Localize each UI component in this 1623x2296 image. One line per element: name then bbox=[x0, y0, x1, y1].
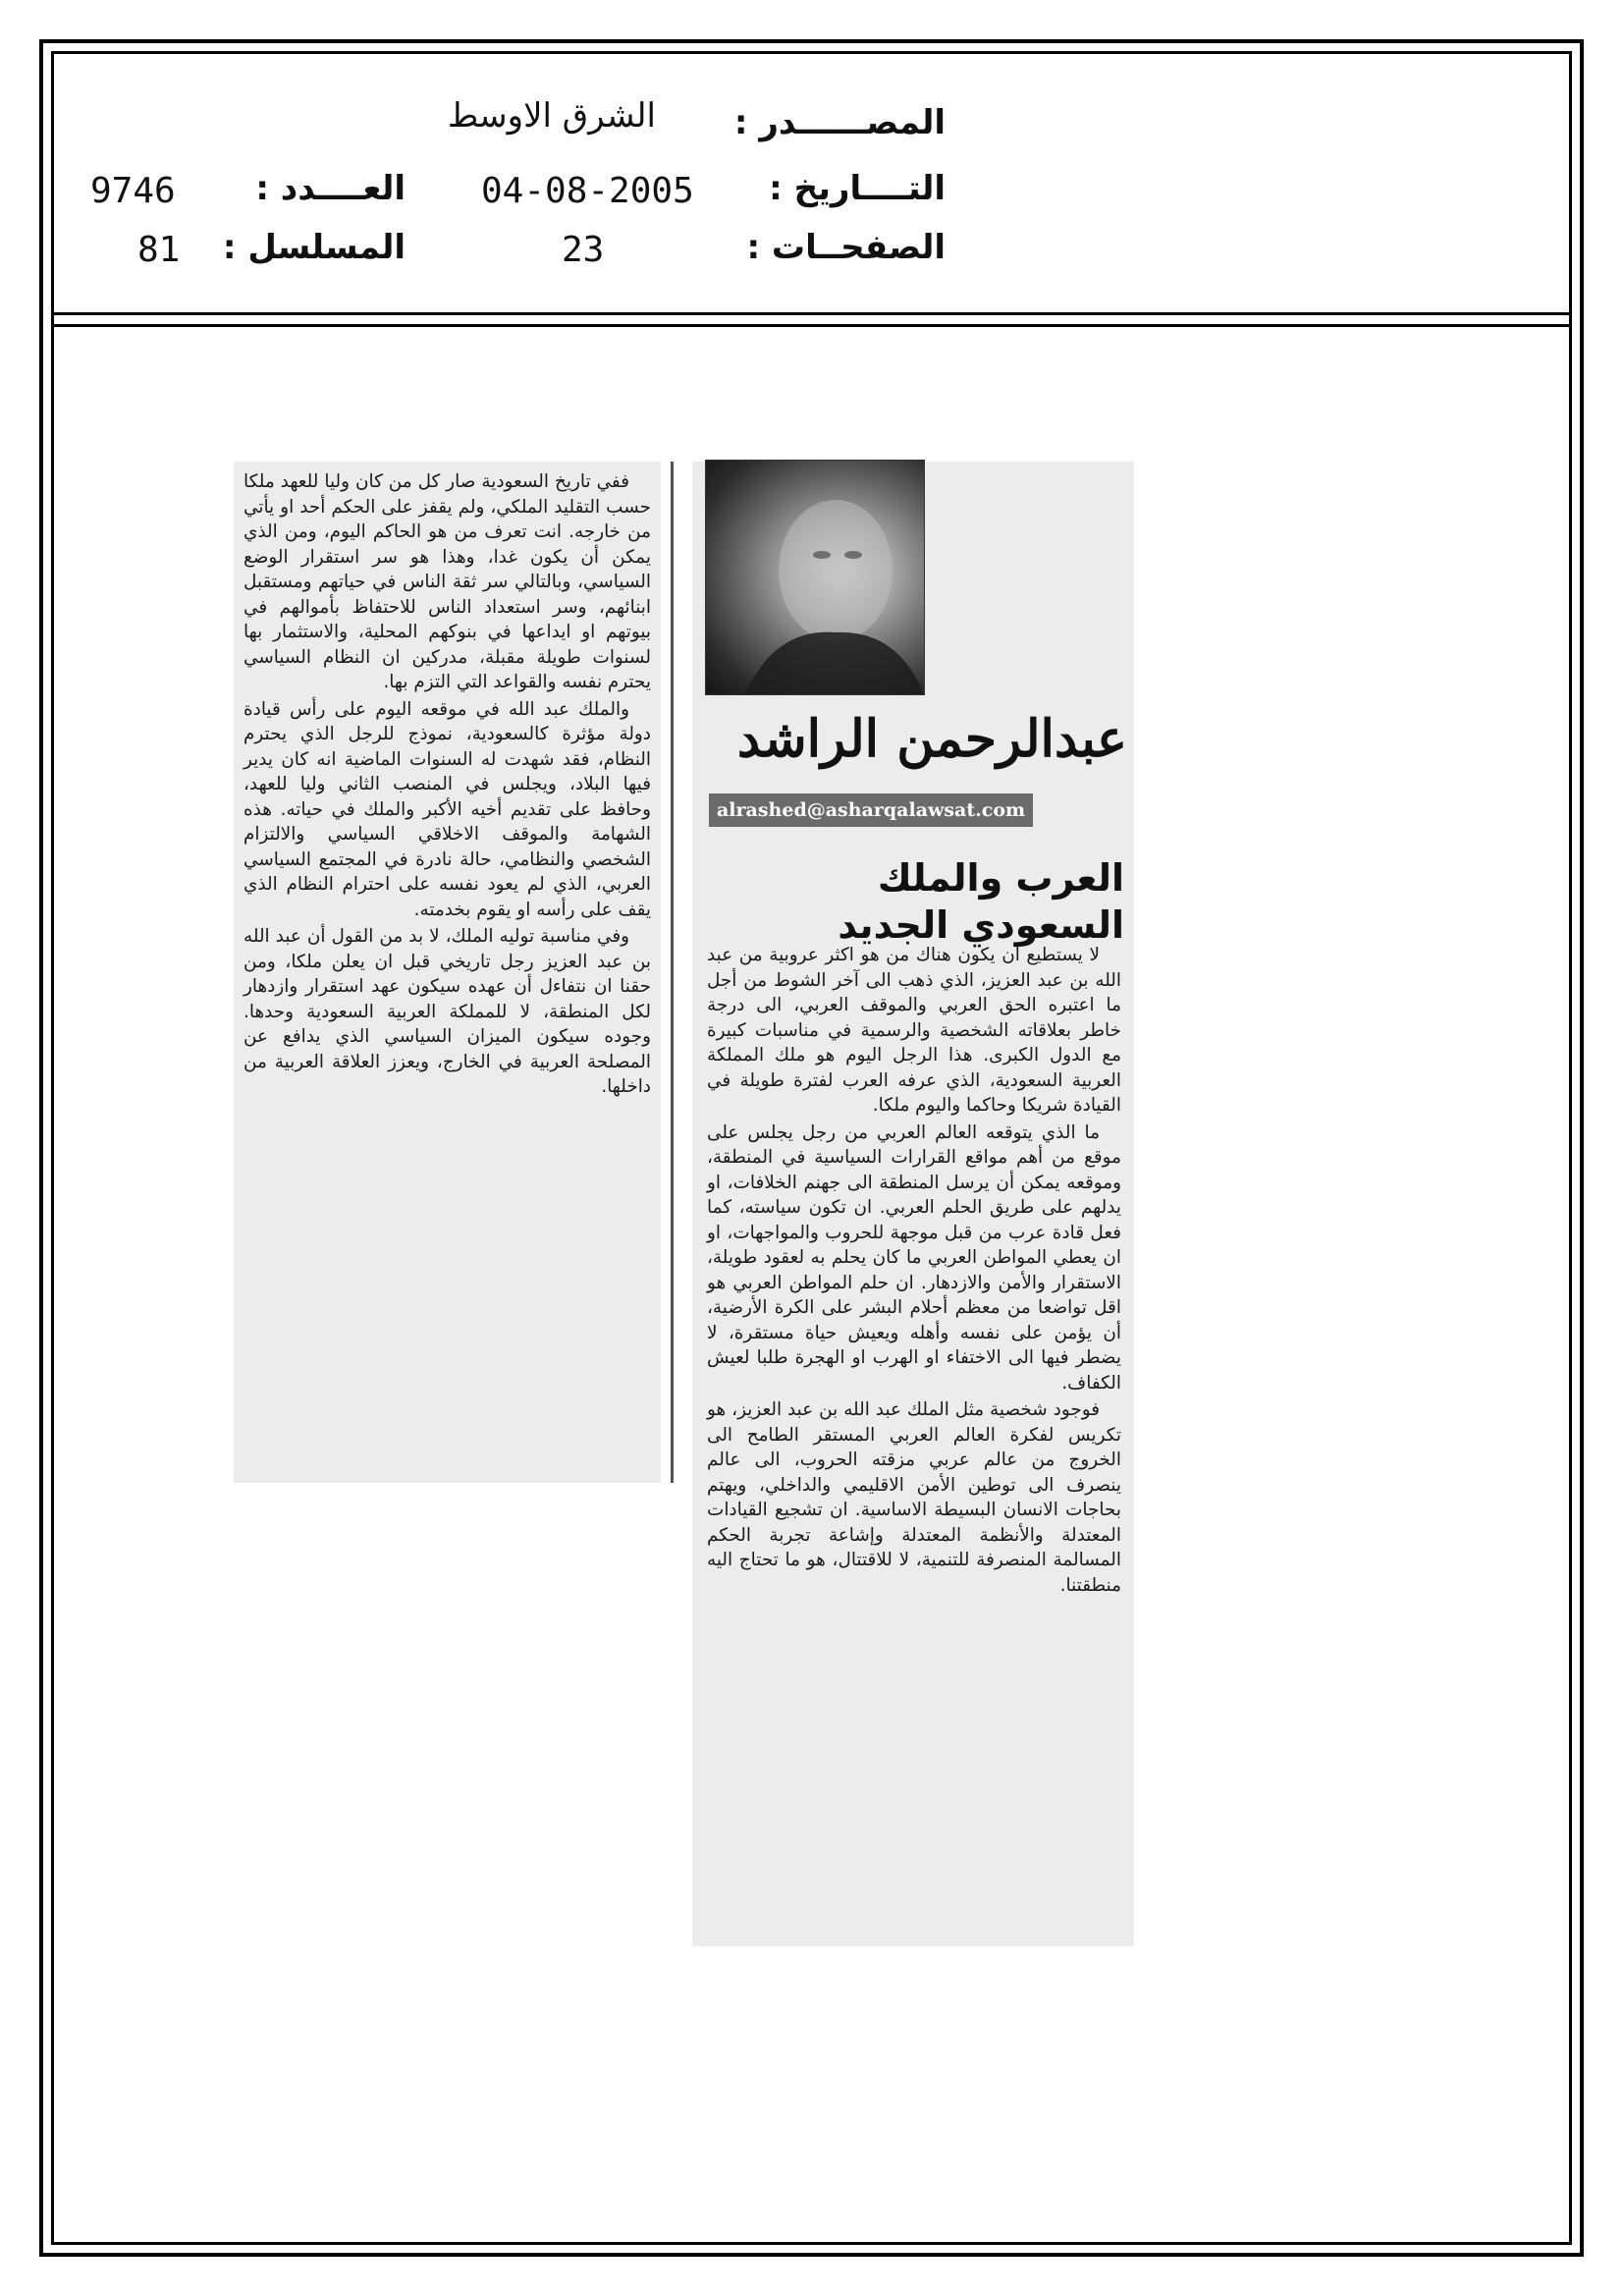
portrait-photo-icon bbox=[705, 460, 925, 695]
paragraph: وفي مناسبة توليه الملك، لا بد من القول أن عبد الله بن عبد العزيز رجل تاريخي قبل ان يعلن ملكا، ومن حقنا ان نتفاءل أن عهده سيكون عهد استقرار وازدهار لكل المنطقة، لا للمملكة العربية السعودية وحدها. وجوده سيكون الميزان السياسي الذي يدافع عن المصلحة العربية في الخارج، ويعزز العلاقة العربية من داخلها. bbox=[243, 926, 651, 1097]
issue-label: العــــدد : bbox=[255, 169, 406, 208]
source-value: الشرق الاوسط bbox=[447, 96, 656, 136]
date-label: التــــاريخ : bbox=[769, 169, 946, 208]
header-separator bbox=[51, 312, 1572, 315]
article-headline: العرب والملك السعودي الجديد bbox=[838, 856, 1124, 947]
serial-value: 81 bbox=[137, 230, 181, 270]
paragraph: لا يستطيع أن يكون هناك من هو اكثر عروبية من عبد الله بن عبد العزيز، الذي ذهب الى آخر الشوط من أجل ما اعتبره الحق العربي والموقف العربي، الى درجة خاطر بعلاقاته الشخصية والرسمية في مناسبات كبيرة مع الدول الكبرى. هذا الرجل اليوم هو ملك المملكة العربية السعودية، الذي عرفه العرب لفترة طويلة في القيادة شريكا وحاكما واليوم ملكا. bbox=[707, 945, 1121, 1116]
pages-value: 23 bbox=[562, 230, 605, 270]
paragraph: فوجود شخصية مثل الملك عبد الله بن عبد العزيز، هو تكريس لفكرة العالم العربي المستقر الطامح الى الخروج من عالم عربي مزقته الحروب، الى عالم ينصرف الى توطين الأمن الاقليمي والداخلي، ويهتم بحاجات الانسان البسيطة الاساسية. ان تشجيع القيادات المعتدلة والأنظمة المعتدلة وإشاعة تجربة الحكم المسالمة المنصرفة للتنمية، لا للاقتتال، هو ما تحتاج اليه منطقتنا. bbox=[707, 1399, 1121, 1596]
issue-value: 9746 bbox=[90, 171, 176, 211]
article-left-column bbox=[243, 469, 651, 1102]
header-separator-inner bbox=[51, 324, 1572, 327]
paragraph: ففي تاريخ السعودية صار كل من كان وليا للعهد ملكا حسب التقليد الملكي، ولم يقفز على الحكم أحد او يأتي من خارجه. انت تعرف من هو الحاكم اليوم، ومن الذي يمكن أن يكون غدا، وهذا هو سر استقرار الوضع السياسي، وبالتالي سر ثقة الناس في حياتهم ومستقبل ابنائهم، وسر استعداد الناس للاحتفاظ بأموالهم في بيوتهم او ايداعها في بنوكهم المحلية، والاستثمار بها لسنوات طويلة مقبلة، مدركين ان النظام السياسي يحترم نفسه والقواعد التي التزم بها. bbox=[243, 471, 651, 692]
serial-label: المسلسل : bbox=[222, 228, 406, 267]
source-label: المصــــــدر : bbox=[733, 103, 946, 142]
column-divider bbox=[671, 462, 674, 1483]
author-email: alrashed@asharqalawsat.com bbox=[709, 793, 1033, 827]
paragraph: والملك عبد الله في موقعه اليوم على رأس قيادة دولة مؤثرة كالسعودية، نموذج للرجل الذي يحترم النظام، فقد شهدت له السنوات الماضية انه كان يدير فيها البلاد، ويجلس في المنصب الثاني وليا للعهد، وحافظ على تقديم أخيه الأكبر والملك في حياته. هذه الشهامة والموقف الاخلاقي السياسي والالتزام الشخصي والنظامي، حالة نادرة في المجتمع السياسي العربي، الذي لم يعود نفسه على احترام النظام الذي يقف على رأسه او يقوم بخدمته. bbox=[243, 698, 651, 920]
pages-label: الصفحــات : bbox=[746, 228, 946, 267]
date-value: 04-08-2005 bbox=[481, 171, 694, 211]
paragraph: ما الذي يتوقعه العالم العربي من رجل يجلس على موقع من أهم مواقع القرارات السياسية في المنطقة، وموقعه يمكن أن يرسل المنطقة الى جهنم الخلافات، او يدلهم على طريق الحلم العربي. ان تكون سياسته، كما فعل قادة عرب من قبل موجهة للحروب والمواجهات، او ان يعطي المواطن العربي ما كان يحلم به لعقود طويلة، الاستقرار والأمن والازدهار. ان حلم المواطن العربي هو اقل تواضعا من معظم أحلام البشر على الكرة الأرضية، أن يؤمن على نفسه وأهله ويعيش حياة مستقرة، لا يضطر فيها الى الاختفاء او الهرب او الهجرة طلبا لعيش الكفاف. bbox=[707, 1121, 1121, 1394]
article-right-column bbox=[707, 943, 1121, 1600]
author-name: عبدالرحمن الراشد bbox=[736, 709, 1127, 769]
